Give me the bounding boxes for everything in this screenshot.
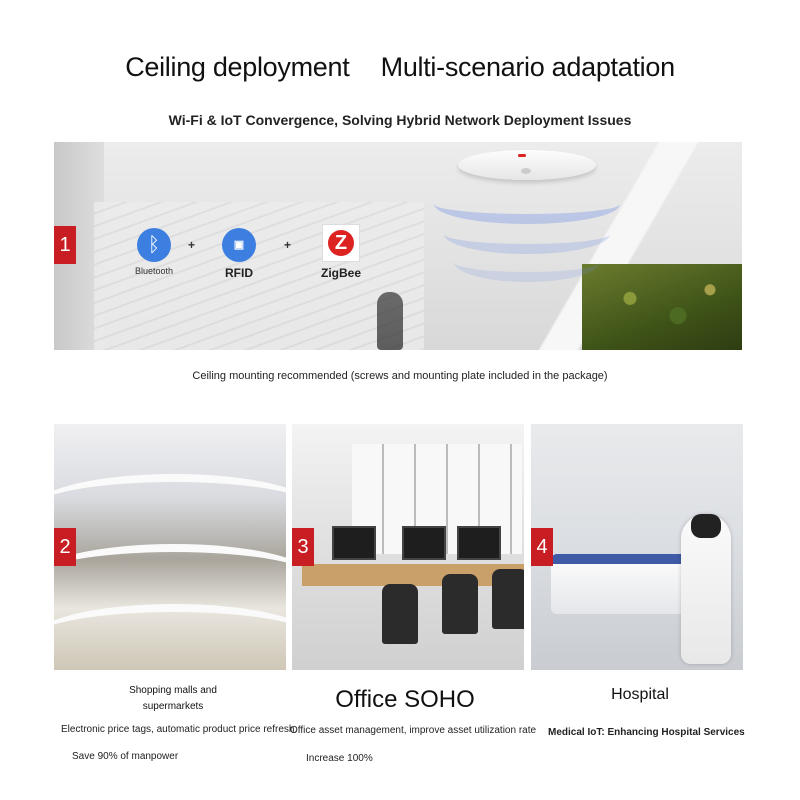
scene-office-photo — [292, 424, 524, 670]
scene-title-hospital: Hospital — [611, 686, 669, 703]
protocol-rfid — [214, 228, 264, 280]
scene-description-hospital: Medical IoT: Enhancing Hospital Services — [548, 727, 745, 738]
device-logo — [521, 168, 531, 174]
access-point-device — [458, 150, 596, 180]
scene-title-office: Office SOHO — [335, 686, 475, 713]
scene-benefit-mall: Save 90% of manpower — [72, 751, 179, 762]
office-chair — [492, 569, 524, 629]
protocol-label: Bluetooth — [134, 266, 174, 276]
plus-sign: + — [188, 238, 196, 252]
office-chair — [442, 574, 478, 634]
rfid-icon: ▣ — [222, 228, 256, 262]
protocol-bluetooth — [132, 228, 176, 276]
page-subtitle: Wi-Fi & IoT Convergence, Solving Hybrid Network Deployment Issues — [168, 112, 632, 128]
plus-sign: + — [284, 238, 292, 252]
scene-description-office: Office asset management, improve asset utilization rate — [290, 725, 537, 736]
page-title — [0, 52, 800, 83]
signal-wave — [454, 242, 600, 282]
zigbee-icon: Z — [322, 224, 360, 262]
scenario-number-badge: 3 — [292, 528, 314, 566]
bluetooth-icon: ᛒ — [137, 228, 171, 262]
scene-mall-photo — [54, 424, 286, 670]
title-left: Ceiling deployment — [125, 52, 350, 82]
walking-person — [377, 292, 403, 350]
service-robot — [681, 514, 731, 664]
robot-head — [691, 514, 721, 538]
ceiling-deployment-photo — [54, 142, 742, 350]
scenario-number-badge: 1 — [54, 226, 76, 264]
mall-balcony — [54, 474, 286, 542]
monitor — [402, 526, 446, 560]
scenario-number-badge: 2 — [54, 528, 76, 566]
mounting-caption: Ceiling mounting recommended (screws and mounting plate included in the package) — [192, 370, 608, 382]
green-wall — [582, 264, 742, 350]
office-desk — [302, 564, 524, 586]
scene-benefit-office: Increase 100% — [306, 753, 373, 764]
hospital-bed — [551, 554, 691, 614]
title-right: Multi-scenario adaptation — [380, 52, 675, 82]
mall-balcony — [54, 544, 286, 612]
office-chair — [382, 584, 418, 644]
monitor — [457, 526, 501, 560]
protocol-label: RFID — [225, 266, 253, 280]
status-led — [518, 154, 526, 157]
protocol-zigbee — [316, 224, 366, 280]
scene-title-mall: Shopping malls and supermarkets — [129, 685, 217, 712]
protocol-label: ZigBee — [320, 266, 361, 280]
monitor — [332, 526, 376, 560]
scenario-number-badge: 4 — [531, 528, 553, 566]
mall-balcony — [54, 604, 286, 670]
scene-hospital-photo — [531, 424, 743, 670]
scene-description-mall: Electronic price tags, automatic product price refresh. — [61, 724, 298, 735]
